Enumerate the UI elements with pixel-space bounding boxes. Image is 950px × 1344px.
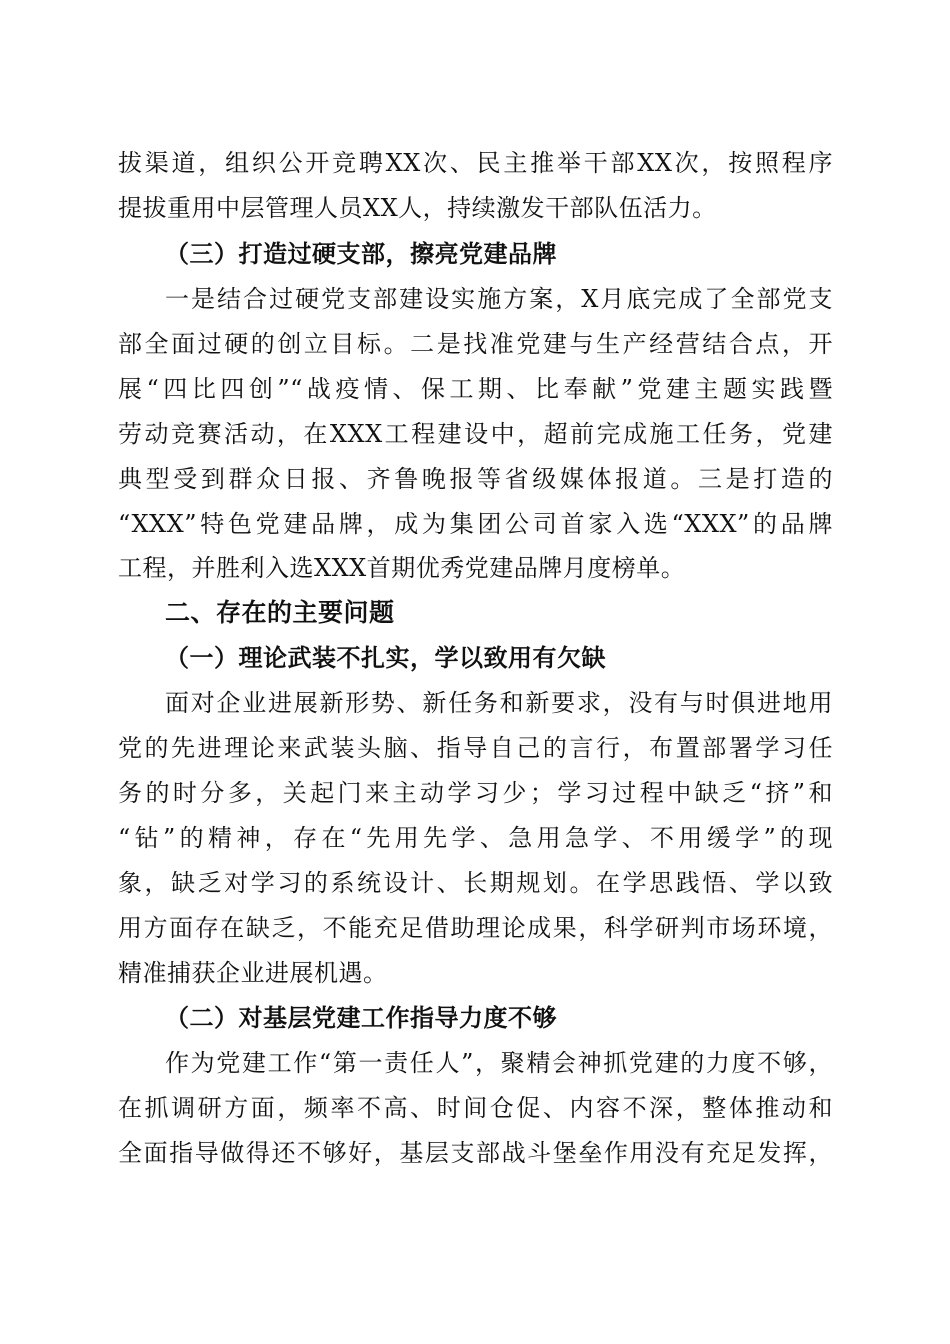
section-subheading: （二）对基层党建工作指导力度不够 (165, 1003, 557, 1032)
section-subheading: （三）打造过硬支部，擦亮党建品牌 (165, 239, 557, 268)
body-text-line: 作为党建工作“第一责任人”，聚精会神抓党建的力度不够， (165, 1049, 833, 1077)
body-text-line: 全面指导做得还不够好，基层支部战斗堡垒作用没有充足发挥， (118, 1139, 833, 1167)
body-text-line: 精准捕获企业进展机遇。 (118, 959, 388, 987)
body-text-line: 党的先进理论来武装头脑、指导自己的言行，布置部署学习任 (118, 734, 833, 762)
body-text-line: 典型受到群众日报、齐鲁晚报等省级媒体报道。三是打造的 (118, 465, 833, 493)
body-text-line: 提拔重用中层管理人员XX人，持续激发干部队伍活力。 (118, 194, 717, 222)
body-text-line: “XXX”特色党建品牌，成为集团公司首家入选“XXX”的品牌 (118, 510, 833, 538)
body-text-line: 展“四比四创”“战疫情、保工期、比奉献”党建主题实践暨 (118, 375, 833, 403)
body-text-line: 用方面存在缺乏，不能充足借助理论成果，科学研判市场环境， (118, 914, 833, 942)
body-text-line: 拔渠道，组织公开竞聘XX次、民主推举干部XX次，按照程序 (118, 149, 833, 177)
body-text-line: 象，缺乏对学习的系统设计、长期规划。在学思践悟、学以致 (118, 869, 833, 897)
body-text-line: “钻”的精神，存在“先用先学、急用急学、不用缓学”的现 (118, 824, 833, 852)
body-text-line: 劳动竞赛活动，在XXX工程建设中，超前完成施工任务，党建 (118, 420, 833, 448)
body-text-line: 工程，并胜利入选XXX首期优秀党建品牌月度榜单。 (118, 554, 686, 582)
body-text-line: 一是结合过硬党支部建设实施方案，X月底完成了全部党支 (165, 285, 833, 313)
body-text-line: 在抓调研方面，频率不高、时间仓促、内容不深，整体推动和 (118, 1094, 833, 1122)
body-text-line: 务的时分多，关起门来主动学习少；学习过程中缺乏“挤”和 (118, 779, 833, 807)
section-subheading: （一）理论武装不扎实，学以致用有欠缺 (165, 643, 606, 672)
section-heading: 二、存在的主要问题 (165, 598, 395, 627)
body-text-line: 面对企业进展新形势、新任务和新要求，没有与时俱进地用 (165, 689, 833, 717)
body-text-line: 部全面过硬的创立目标。二是找准党建与生产经营结合点，开 (118, 330, 833, 358)
